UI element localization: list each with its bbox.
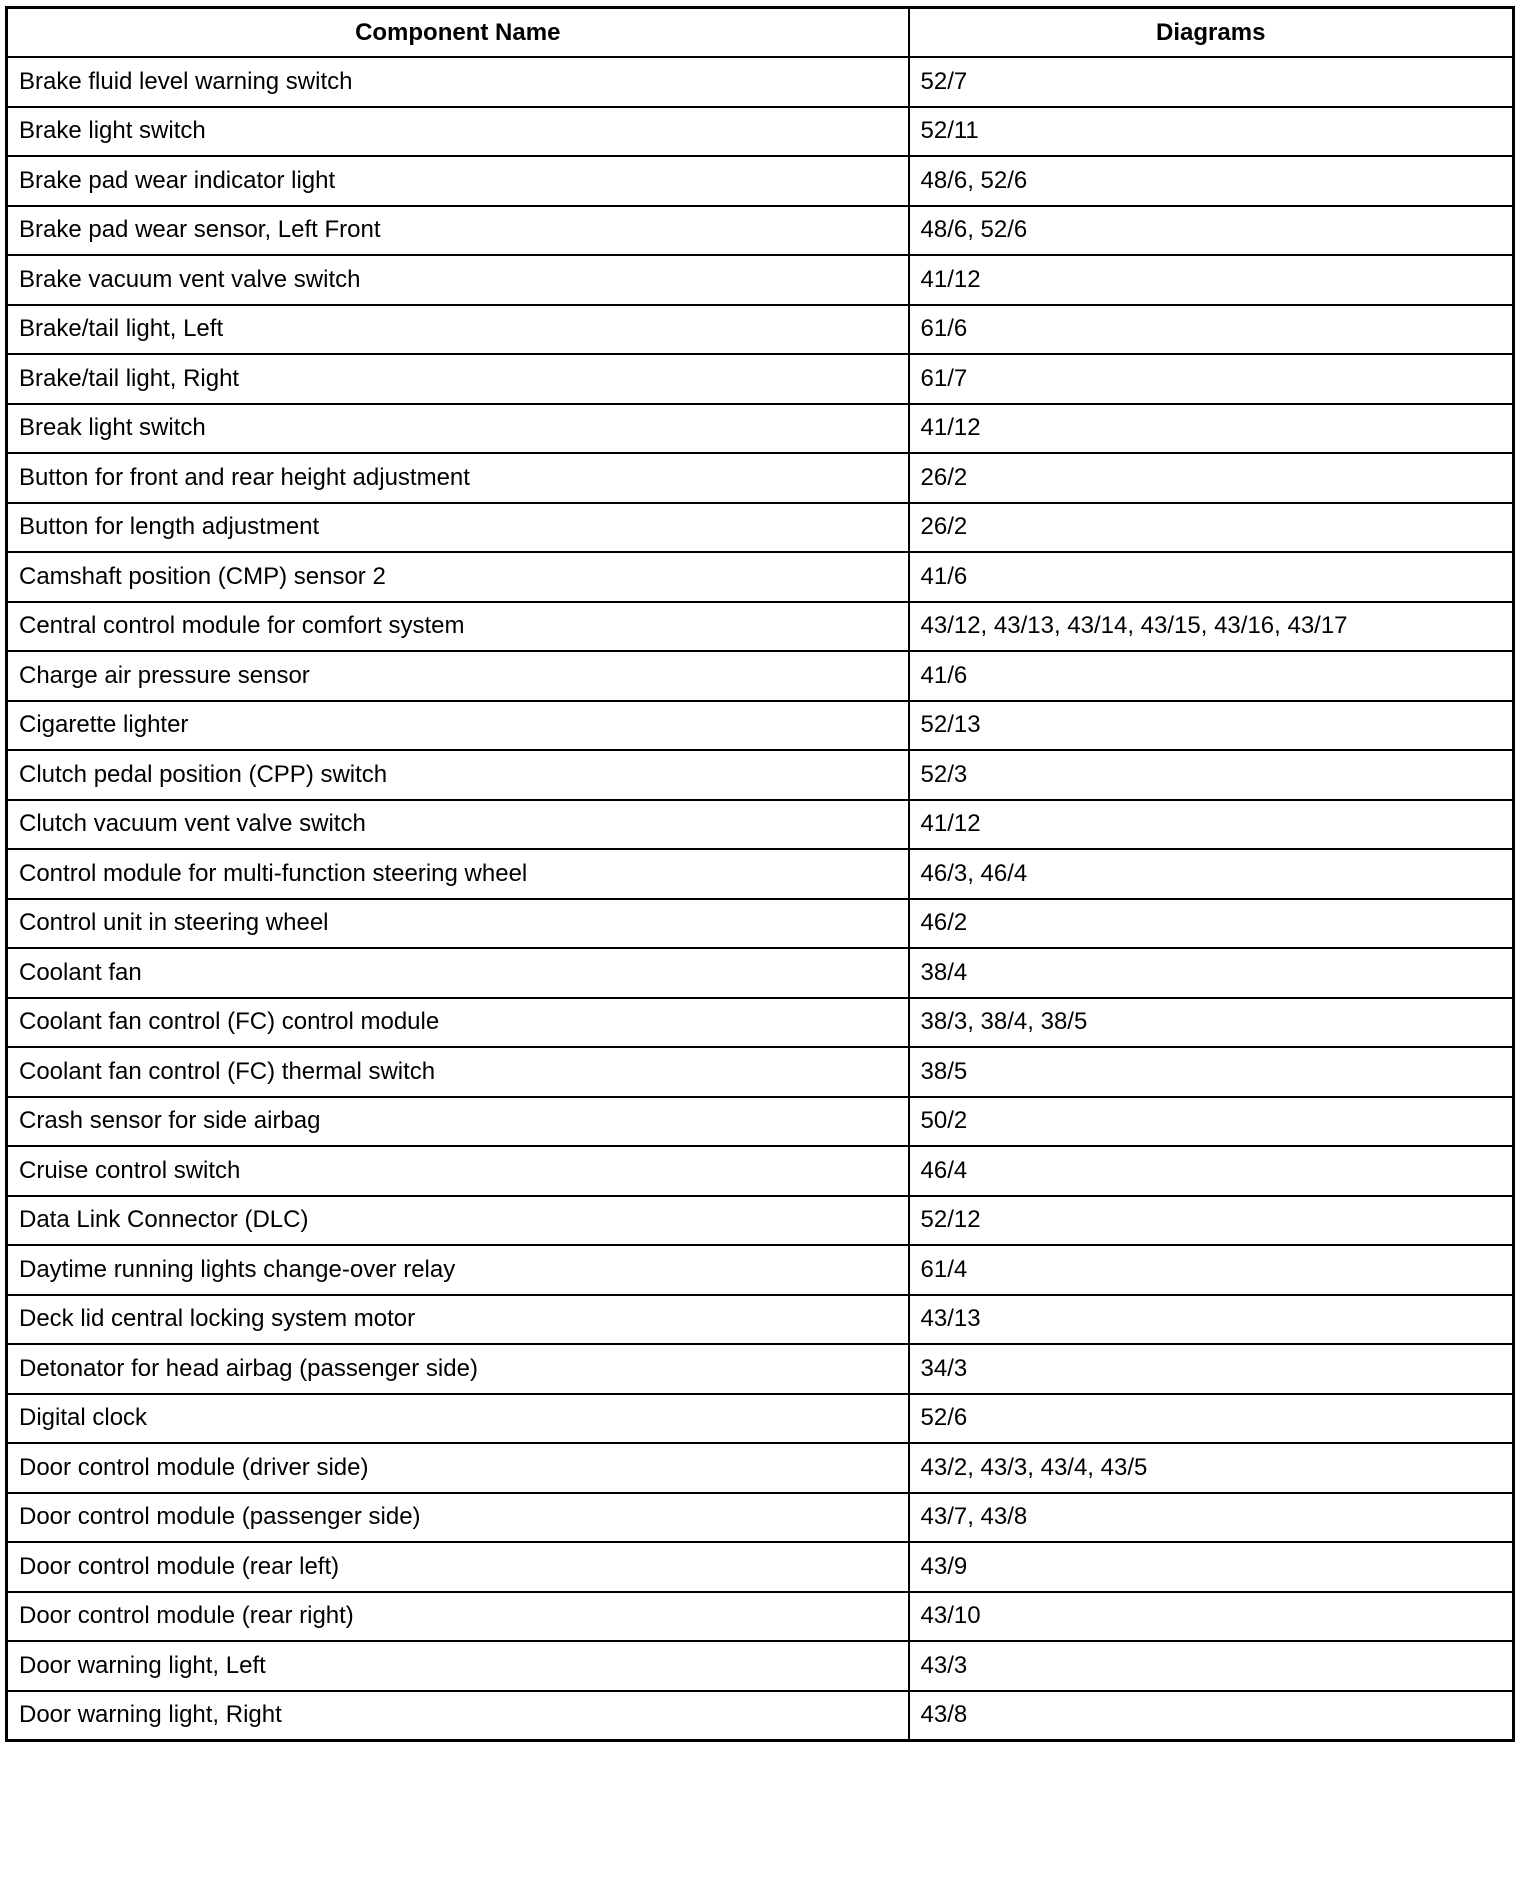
diagrams-cell: 43/10 <box>909 1592 1514 1642</box>
diagrams-cell: 41/6 <box>909 552 1514 602</box>
diagrams-cell: 61/4 <box>909 1245 1514 1295</box>
table-row <box>7 1245 1514 1295</box>
component-name-cell: Control unit in steering wheel <box>7 899 909 949</box>
diagrams-cell: 52/13 <box>909 701 1514 751</box>
diagrams-cell: 61/7 <box>909 354 1514 404</box>
component-name-cell: Break light switch <box>7 404 909 454</box>
component-name-cell: Clutch vacuum vent valve switch <box>7 800 909 850</box>
table-row <box>7 701 1514 751</box>
diagrams-cell: 61/6 <box>909 305 1514 355</box>
component-name-cell: Button for length adjustment <box>7 503 909 553</box>
component-name-cell: Door control module (driver side) <box>7 1443 909 1493</box>
diagrams-cell: 52/12 <box>909 1196 1514 1246</box>
table-row <box>7 1691 1514 1741</box>
table-row <box>7 750 1514 800</box>
diagrams-cell: 43/12, 43/13, 43/14, 43/15, 43/16, 43/17 <box>909 602 1514 652</box>
table-row <box>7 899 1514 949</box>
table-row <box>7 998 1514 1048</box>
diagrams-cell: 38/5 <box>909 1047 1514 1097</box>
table-row <box>7 1443 1514 1493</box>
diagrams-cell: 48/6, 52/6 <box>909 206 1514 256</box>
component-name-cell: Digital clock <box>7 1394 909 1444</box>
table-row <box>7 602 1514 652</box>
table-row <box>7 453 1514 503</box>
component-name-cell: Camshaft position (CMP) sensor 2 <box>7 552 909 602</box>
component-name-cell: Brake/tail light, Left <box>7 305 909 355</box>
component-name-cell: Coolant fan control (FC) thermal switch <box>7 1047 909 1097</box>
component-name-cell: Control module for multi-function steering wheel <box>7 849 909 899</box>
table-row <box>7 1047 1514 1097</box>
table-body <box>7 57 1514 1740</box>
table-row <box>7 1641 1514 1691</box>
component-name-cell: Charge air pressure sensor <box>7 651 909 701</box>
column-header-diagrams: Diagrams <box>909 8 1514 58</box>
table-row <box>7 1146 1514 1196</box>
table-row <box>7 354 1514 404</box>
component-name-cell: Coolant fan control (FC) control module <box>7 998 909 1048</box>
table-row <box>7 404 1514 454</box>
diagrams-cell: 43/9 <box>909 1542 1514 1592</box>
diagrams-cell: 43/13 <box>909 1295 1514 1345</box>
table-row <box>7 1097 1514 1147</box>
component-name-cell: Brake pad wear sensor, Left Front <box>7 206 909 256</box>
component-name-cell: Brake/tail light, Right <box>7 354 909 404</box>
diagrams-cell: 43/7, 43/8 <box>909 1493 1514 1543</box>
diagrams-cell: 38/3, 38/4, 38/5 <box>909 998 1514 1048</box>
component-name-cell: Brake pad wear indicator light <box>7 156 909 206</box>
component-name-cell: Door control module (rear right) <box>7 1592 909 1642</box>
table-row <box>7 1592 1514 1642</box>
table-row <box>7 1196 1514 1246</box>
table-row <box>7 1493 1514 1543</box>
table-row <box>7 800 1514 850</box>
table-row <box>7 1394 1514 1444</box>
diagrams-cell: 52/7 <box>909 57 1514 107</box>
component-name-cell: Door control module (rear left) <box>7 1542 909 1592</box>
table-row <box>7 503 1514 553</box>
component-diagram-table <box>5 6 1515 1742</box>
table-row <box>7 156 1514 206</box>
table-row <box>7 305 1514 355</box>
diagrams-cell: 34/3 <box>909 1344 1514 1394</box>
diagrams-cell: 46/2 <box>909 899 1514 949</box>
diagrams-cell: 26/2 <box>909 503 1514 553</box>
component-name-cell: Cruise control switch <box>7 1146 909 1196</box>
table-row <box>7 57 1514 107</box>
diagrams-cell: 26/2 <box>909 453 1514 503</box>
diagrams-cell: 52/6 <box>909 1394 1514 1444</box>
component-name-cell: Door control module (passenger side) <box>7 1493 909 1543</box>
diagrams-cell: 43/3 <box>909 1641 1514 1691</box>
component-name-cell: Door warning light, Left <box>7 1641 909 1691</box>
diagrams-cell: 50/2 <box>909 1097 1514 1147</box>
component-name-cell: Crash sensor for side airbag <box>7 1097 909 1147</box>
diagrams-cell: 52/11 <box>909 107 1514 157</box>
component-name-cell: Clutch pedal position (CPP) switch <box>7 750 909 800</box>
component-name-cell: Brake vacuum vent valve switch <box>7 255 909 305</box>
column-header-component-name: Component Name <box>7 8 909 58</box>
table-row <box>7 107 1514 157</box>
diagrams-cell: 43/2, 43/3, 43/4, 43/5 <box>909 1443 1514 1493</box>
diagrams-cell: 46/4 <box>909 1146 1514 1196</box>
component-name-cell: Daytime running lights change-over relay <box>7 1245 909 1295</box>
diagrams-cell: 46/3, 46/4 <box>909 849 1514 899</box>
table-row <box>7 849 1514 899</box>
diagrams-cell: 43/8 <box>909 1691 1514 1741</box>
table-row <box>7 255 1514 305</box>
diagrams-cell: 48/6, 52/6 <box>909 156 1514 206</box>
table-row <box>7 1344 1514 1394</box>
component-name-cell: Cigarette lighter <box>7 701 909 751</box>
component-name-cell: Detonator for head airbag (passenger side) <box>7 1344 909 1394</box>
component-name-cell: Central control module for comfort system <box>7 602 909 652</box>
table-row <box>7 651 1514 701</box>
component-name-cell: Data Link Connector (DLC) <box>7 1196 909 1246</box>
diagrams-cell: 38/4 <box>909 948 1514 998</box>
component-name-cell: Button for front and rear height adjustment <box>7 453 909 503</box>
diagrams-cell: 52/3 <box>909 750 1514 800</box>
diagrams-cell: 41/6 <box>909 651 1514 701</box>
table-row <box>7 1295 1514 1345</box>
diagrams-cell: 41/12 <box>909 255 1514 305</box>
component-name-cell: Door warning light, Right <box>7 1691 909 1741</box>
component-name-cell: Brake fluid level warning switch <box>7 57 909 107</box>
table-header-row <box>7 8 1514 58</box>
diagrams-cell: 41/12 <box>909 404 1514 454</box>
table-row <box>7 1542 1514 1592</box>
component-index-sheet <box>5 6 1512 1742</box>
table-row <box>7 552 1514 602</box>
table-row <box>7 948 1514 998</box>
table-row <box>7 206 1514 256</box>
component-name-cell: Brake light switch <box>7 107 909 157</box>
component-name-cell: Deck lid central locking system motor <box>7 1295 909 1345</box>
diagrams-cell: 41/12 <box>909 800 1514 850</box>
table-header <box>7 8 1514 58</box>
component-name-cell: Coolant fan <box>7 948 909 998</box>
